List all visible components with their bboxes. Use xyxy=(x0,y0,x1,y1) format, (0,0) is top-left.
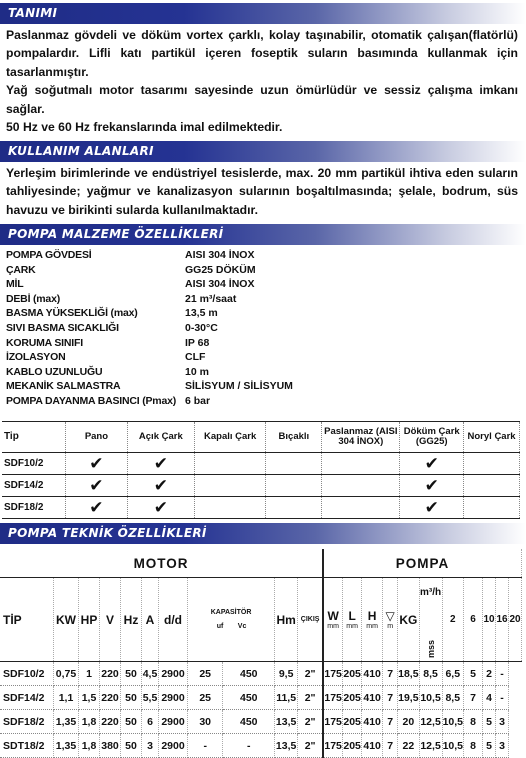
tech-cell-q16: 5 xyxy=(483,734,496,758)
tech-header-triangle: ▽ m xyxy=(383,578,398,662)
tech-cell-q10: 8 xyxy=(464,734,483,758)
tech-cell-tip: SDF10/2 xyxy=(0,662,54,686)
tech-cell-kw: 1,1 xyxy=(54,686,79,710)
description-paragraph-3: 50 Hz ve 60 Hz frekanslarında imal edilmektedir. xyxy=(6,120,283,135)
tech-cell-w: 175 xyxy=(323,686,343,710)
tech-cell-h: 410 xyxy=(362,662,383,686)
tech-header-dd: d/d xyxy=(159,578,188,662)
tech-cell-hp: 1 xyxy=(79,662,100,686)
material-key: MİL xyxy=(6,278,24,291)
options-header-bicakli: Bıçaklı xyxy=(266,422,322,453)
material-key: DEBİ (max) xyxy=(6,292,61,305)
options-cell xyxy=(266,475,322,497)
tech-cell-tri: 7 xyxy=(383,662,398,686)
tech-cell-q10: 8 xyxy=(464,710,483,734)
tech-cell-tip: SDT18/2 xyxy=(0,734,54,758)
options-row xyxy=(2,497,520,519)
tech-cell-vc: - xyxy=(223,734,275,758)
tech-row xyxy=(0,662,522,686)
tech-header-kapasitor: KAPASİTÖR uf Vc xyxy=(188,578,275,662)
options-table xyxy=(2,421,520,519)
tech-cell-l: 205 xyxy=(343,734,362,758)
check-icon: ✔ xyxy=(89,454,104,473)
tech-header-kw: KW xyxy=(54,578,79,662)
description-paragraph-1: Paslanmaz gövdeli ve döküm vortex çarklı, kolay taşınabilir, otomatik çalışan(flatörlü) pompalardır. Lifli katı partikül içeren foseptik suların basımında kullanmak için tasarlanmıştır. xyxy=(6,28,518,79)
options-cell xyxy=(127,497,194,519)
tech-cell-dd: 2900 xyxy=(159,710,188,734)
options-header-tip: Tip xyxy=(2,422,66,453)
tech-cell-w: 175 xyxy=(323,710,343,734)
tech-header-h: H mm xyxy=(362,578,383,662)
tech-header-m3h: m³/h mss xyxy=(419,578,442,662)
tech-cell-q2: 12,5 xyxy=(419,710,442,734)
tech-header-hz: Hz xyxy=(121,578,142,662)
options-cell xyxy=(194,475,265,497)
description-text xyxy=(6,26,518,136)
tech-header-q20: 20 xyxy=(509,578,522,662)
tech-cell-hz: 50 xyxy=(121,710,142,734)
tech-cell-h: 410 xyxy=(362,710,383,734)
tech-row xyxy=(0,734,522,758)
options-cell xyxy=(322,453,400,475)
section-header-teknik: POMPA TEKNİK ÖZELLİKLERİ xyxy=(0,523,526,544)
tech-cell-hz: 50 xyxy=(121,734,142,758)
tech-header-q6: 6 xyxy=(464,578,483,662)
options-header-row xyxy=(2,422,520,453)
tech-cell-uf: 30 xyxy=(188,710,223,734)
check-icon: ✔ xyxy=(424,454,439,473)
tech-header-q2: 2 xyxy=(442,578,463,662)
options-row xyxy=(2,453,520,475)
tech-cell-v: 220 xyxy=(100,710,121,734)
options-row-tip: SDF10/2 xyxy=(2,453,66,475)
material-value: 0-30°C xyxy=(185,321,218,334)
material-key: MEKANİK SALMASTRA xyxy=(6,380,121,393)
options-cell xyxy=(464,497,520,519)
options-header-dokum-cark: Döküm Çark (GG25) xyxy=(400,422,464,453)
options-cell xyxy=(66,453,128,475)
tech-header-v: V xyxy=(100,578,121,662)
material-key: BASMA YÜKSEKLİĞİ (max) xyxy=(6,307,138,320)
material-key: POMPA GÖVDESİ xyxy=(6,249,92,261)
options-cell xyxy=(127,453,194,475)
check-icon: ✔ xyxy=(89,498,104,517)
material-row xyxy=(6,366,518,381)
material-key: POMPA DAYANMA BASINCI (Pmax) xyxy=(6,394,177,407)
tech-header-q16: 16 xyxy=(496,578,509,662)
tech-header-w: W mm xyxy=(323,578,343,662)
tech-cell-q20: 3 xyxy=(496,710,509,734)
material-row xyxy=(6,322,518,337)
tech-cell-l: 205 xyxy=(343,686,362,710)
material-value: 10 m xyxy=(185,365,209,378)
tech-cell-tri: 7 xyxy=(383,734,398,758)
tech-cell-kw: 1,35 xyxy=(54,710,79,734)
material-value: 13,5 m xyxy=(185,307,218,320)
options-cell xyxy=(322,475,400,497)
tech-header-kg: KG xyxy=(398,578,419,662)
tech-cell-kg: 19,5 xyxy=(398,686,419,710)
options-cell xyxy=(400,475,464,497)
material-key: KABLO UZUNLUĞU xyxy=(6,365,103,378)
options-row xyxy=(2,475,520,497)
options-cell xyxy=(266,497,322,519)
material-value: GG25 DÖKÜM xyxy=(185,263,256,276)
technical-table xyxy=(0,549,522,758)
tech-cell-hm: 13,5 xyxy=(275,710,298,734)
tech-cell-q20: 3 xyxy=(496,734,509,758)
material-row xyxy=(6,351,518,366)
tech-cell-l: 205 xyxy=(343,662,362,686)
options-header-paslanmaz: Paslanmaz (AISI 304 İNOX) xyxy=(322,422,400,453)
material-row xyxy=(6,337,518,352)
tech-cell-v: 220 xyxy=(100,662,121,686)
material-value: AISI 304 İNOX xyxy=(185,249,255,261)
options-header-pano: Pano xyxy=(66,422,128,453)
options-cell xyxy=(400,453,464,475)
options-row-tip: SDF18/2 xyxy=(2,497,66,519)
tech-cell-uf: 25 xyxy=(188,686,223,710)
tech-cell-q6: 10,5 xyxy=(442,734,463,758)
material-key: SIVI BASMA SICAKLIĞI xyxy=(6,321,119,334)
tech-cell-hm: 13,5 xyxy=(275,734,298,758)
tech-cell-q6: 8,5 xyxy=(442,686,463,710)
tech-cell-hz: 50 xyxy=(121,662,142,686)
material-value: SİLİSYUM / SİLİSYUM xyxy=(185,380,293,393)
tech-cell-uf: - xyxy=(188,734,223,758)
tech-cell-q10: 5 xyxy=(464,662,483,686)
material-row xyxy=(6,264,518,279)
mss-label: mss xyxy=(425,640,436,659)
tech-cell-dd: 2900 xyxy=(159,734,188,758)
tech-cell-dd: 2900 xyxy=(159,662,188,686)
options-header-acik-cark: Açık Çark xyxy=(127,422,194,453)
tech-cell-v: 220 xyxy=(100,686,121,710)
tech-cell-q10: 7 xyxy=(464,686,483,710)
check-icon: ✔ xyxy=(424,498,439,517)
options-header-kapali-cark: Kapalı Çark xyxy=(194,422,265,453)
tech-cell-h: 410 xyxy=(362,686,383,710)
material-row xyxy=(6,293,518,308)
tech-cell-kg: 18,5 xyxy=(398,662,419,686)
tech-cell-dd: 2900 xyxy=(159,686,188,710)
options-cell xyxy=(464,453,520,475)
tech-group-row xyxy=(0,549,522,578)
tech-cell-a: 6 xyxy=(142,710,159,734)
pompa-group-label: POMPA xyxy=(323,549,521,578)
tech-cell-hm: 9,5 xyxy=(275,662,298,686)
tech-cell-q2: 12,5 xyxy=(419,734,442,758)
tech-cell-cikis: 2" xyxy=(298,686,324,710)
motor-group-label: MOTOR xyxy=(0,549,323,578)
description-paragraph-2: Yağ soğutmalı motor tasarımı sayesinde uzun ömürlüdür ve sessiz çalışma imkanı sağlar. xyxy=(6,83,518,116)
material-row xyxy=(6,307,518,322)
tech-cell-q16: 5 xyxy=(483,710,496,734)
check-icon: ✔ xyxy=(153,476,168,495)
check-icon: ✔ xyxy=(153,498,168,517)
section-header-malzeme: POMPA MALZEME ÖZELLİKLERİ xyxy=(0,224,526,245)
material-value: IP 68 xyxy=(185,336,210,349)
tech-cell-vc: 450 xyxy=(223,686,275,710)
options-cell xyxy=(194,453,265,475)
tech-header-l: L mm xyxy=(343,578,362,662)
material-key: ÇARK xyxy=(6,263,36,276)
options-cell xyxy=(322,497,400,519)
tech-cell-cikis: 2" xyxy=(298,662,324,686)
tech-header-q10: 10 xyxy=(483,578,496,662)
tech-cell-kw: 0,75 xyxy=(54,662,79,686)
tech-cell-q16: 4 xyxy=(483,686,496,710)
options-cell xyxy=(400,497,464,519)
material-key: İZOLASYON xyxy=(6,351,66,364)
options-cell xyxy=(127,475,194,497)
tech-cell-hp: 1,8 xyxy=(79,710,100,734)
options-header-noryl-cark: Noryl Çark xyxy=(464,422,520,453)
tech-header-tip: TİP xyxy=(0,578,54,662)
check-icon: ✔ xyxy=(89,476,104,495)
options-cell xyxy=(464,475,520,497)
tech-cell-q16: 2 xyxy=(483,662,496,686)
options-cell xyxy=(194,497,265,519)
tech-cell-a: 3 xyxy=(142,734,159,758)
section-header-tanimi: TANIMI xyxy=(0,3,526,24)
tech-header-cikis: ÇIKIŞ xyxy=(298,578,324,662)
material-value: CLF xyxy=(185,351,206,364)
tech-cell-hz: 50 xyxy=(121,686,142,710)
check-icon: ✔ xyxy=(153,454,168,473)
material-value: AISI 304 İNOX xyxy=(185,278,255,291)
tech-cell-cikis: 2" xyxy=(298,710,324,734)
tech-cell-uf: 25 xyxy=(188,662,223,686)
tech-cell-a: 4,5 xyxy=(142,662,159,686)
tech-cell-q6: 10,5 xyxy=(442,710,463,734)
options-cell xyxy=(266,453,322,475)
tech-cell-kg: 20 xyxy=(398,710,419,734)
usage-text: Yerleşim birimlerinde ve endüstriyel tesislerde, max. 20 mm partikül ihtiva eden suların tahliyesinde; yağmur ve kanalizasyon sularının boşaltılmasında; şelale, bodrum, süs havuzu ve birikinti sularda kullanılmaktadır. xyxy=(6,166,518,217)
section-header-kullanim: KULLANIM ALANLARI xyxy=(0,141,526,162)
material-row xyxy=(6,249,518,264)
tech-row xyxy=(0,710,522,734)
options-cell xyxy=(66,497,128,519)
tech-cell-cikis: 2" xyxy=(298,734,324,758)
check-icon: ✔ xyxy=(424,476,439,495)
tech-cell-q20: - xyxy=(496,686,509,710)
options-cell xyxy=(66,475,128,497)
tech-header-row xyxy=(0,578,522,662)
tech-cell-hm: 11,5 xyxy=(275,686,298,710)
tech-header-hp: HP xyxy=(79,578,100,662)
tech-cell-a: 5,5 xyxy=(142,686,159,710)
material-value: 6 bar xyxy=(185,394,211,407)
tech-cell-tip: SDF14/2 xyxy=(0,686,54,710)
material-row xyxy=(6,395,518,410)
tech-cell-q2: 8,5 xyxy=(419,662,442,686)
tech-cell-w: 175 xyxy=(323,662,343,686)
tech-cell-kg: 22 xyxy=(398,734,419,758)
tech-cell-w: 175 xyxy=(323,734,343,758)
material-key: KORUMA SINIFI xyxy=(6,336,83,349)
tech-cell-q20: - xyxy=(496,662,509,686)
tech-cell-q2: 10,5 xyxy=(419,686,442,710)
tech-header-a: A xyxy=(142,578,159,662)
tech-cell-q6: 6,5 xyxy=(442,662,463,686)
tech-cell-kw: 1,35 xyxy=(54,734,79,758)
material-row xyxy=(6,278,518,293)
options-row-tip: SDF14/2 xyxy=(2,475,66,497)
tech-cell-h: 410 xyxy=(362,734,383,758)
tech-cell-v: 380 xyxy=(100,734,121,758)
tech-cell-hp: 1,8 xyxy=(79,734,100,758)
material-row xyxy=(6,380,518,395)
tech-cell-hp: 1,5 xyxy=(79,686,100,710)
material-value: 21 m³/saat xyxy=(185,292,237,305)
material-list xyxy=(6,249,518,410)
tech-cell-vc: 450 xyxy=(223,710,275,734)
tech-cell-tri: 7 xyxy=(383,710,398,734)
tech-row xyxy=(0,686,522,710)
tech-cell-l: 205 xyxy=(343,710,362,734)
tech-header-hm: Hm xyxy=(275,578,298,662)
tech-cell-tip: SDF18/2 xyxy=(0,710,54,734)
tech-cell-tri: 7 xyxy=(383,686,398,710)
tech-cell-vc: 450 xyxy=(223,662,275,686)
